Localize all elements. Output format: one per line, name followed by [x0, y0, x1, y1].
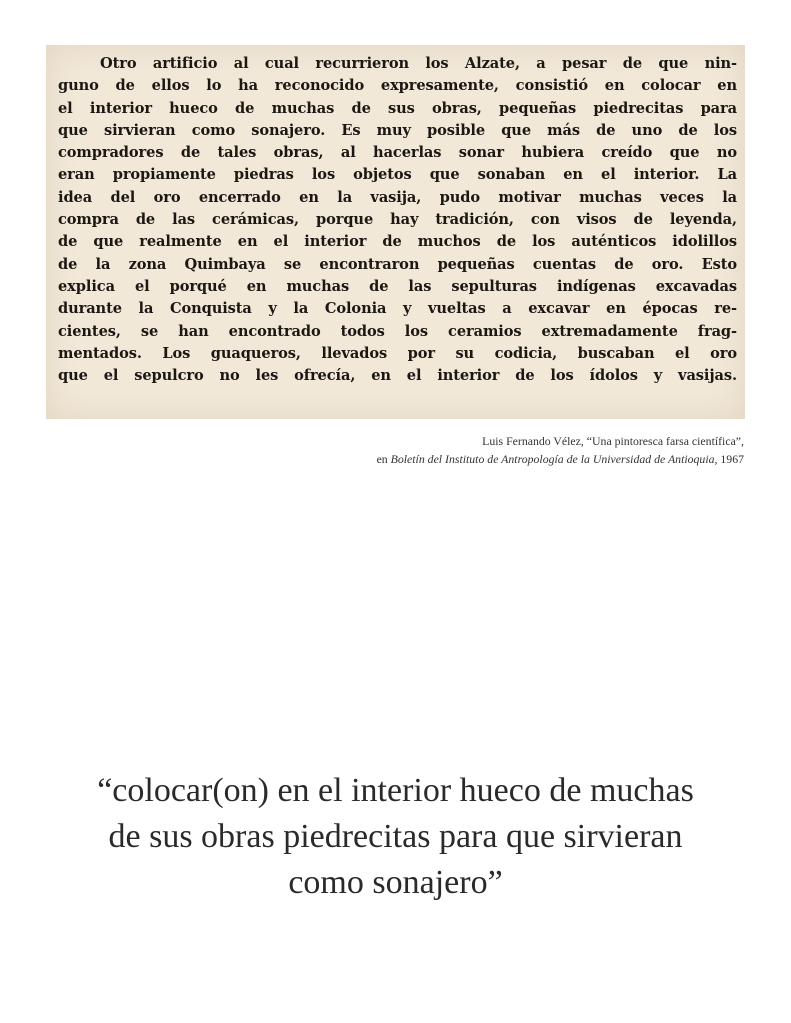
source-caption — [377, 432, 744, 468]
excerpt-line: que sirvieran como sonajero. Es muy posible que más de uno de los — [58, 121, 737, 139]
quote-line: “colocar(on) en el interior hueco de muchas — [97, 772, 694, 809]
caption-prefix: en — [376, 452, 391, 466]
excerpt-line: de que realmente en el interior de muchos de los auténticos idolillos — [58, 233, 737, 251]
excerpt-line: compradores de tales obras, al hacerlas sonar hubiera creído que no — [58, 144, 737, 162]
caption-publication — [377, 450, 744, 468]
excerpt-line: Otro artificio al cual recurrieron los Alzate, a pesar de que nin- — [100, 55, 737, 72]
excerpt-line: el interior hueco de muchas de sus obras, pequeñas piedrecitas para — [58, 99, 737, 117]
quote-line: como sonajero” — [288, 864, 503, 901]
excerpt-text — [58, 53, 737, 387]
excerpt-line: durante la Conquista y la Colonia y vueltas a excavar en épocas re- — [58, 300, 737, 318]
caption-author-title: Luis Fernando Vélez, “Una pintoresca farsa científica”, — [482, 434, 744, 448]
excerpt-line: idea del oro encerrado en la vasija, pudo motivar muchas veces la — [58, 188, 737, 206]
scanned-excerpt — [46, 45, 745, 419]
caption-journal-title: Boletín del Instituto de Antropología de la Universidad de Antioquia — [390, 452, 715, 466]
excerpt-line: que el sepulcro no les ofrecía, en el interior de los ídolos y vasijas. — [58, 367, 737, 385]
excerpt-line: explica el porqué en muchas de las sepulturas indígenas excavadas — [58, 277, 737, 295]
caption-year: , 1967 — [714, 452, 744, 466]
excerpt-line: de la zona Quimbaya se encontraron pequeñas cuentas de oro. Esto — [58, 255, 737, 273]
excerpt-line: mentados. Los guaqueros, llevados por su codicia, buscaban el oro — [58, 344, 737, 362]
excerpt-line: guno de ellos lo ha reconocido expresamente, consistió en colocar en — [58, 77, 737, 95]
excerpt-line: cientes, se han encontrado todos los ceramios extremadamente frag- — [58, 322, 737, 340]
pull-quote — [20, 768, 771, 906]
excerpt-line: eran propiamente piedras los objetos que sonaban en el interior. La — [58, 166, 737, 184]
quote-line: de sus obras piedrecitas para que sirvieran — [108, 818, 683, 855]
excerpt-line: compra de las cerámicas, porque hay tradición, con visos de leyenda, — [58, 211, 737, 229]
